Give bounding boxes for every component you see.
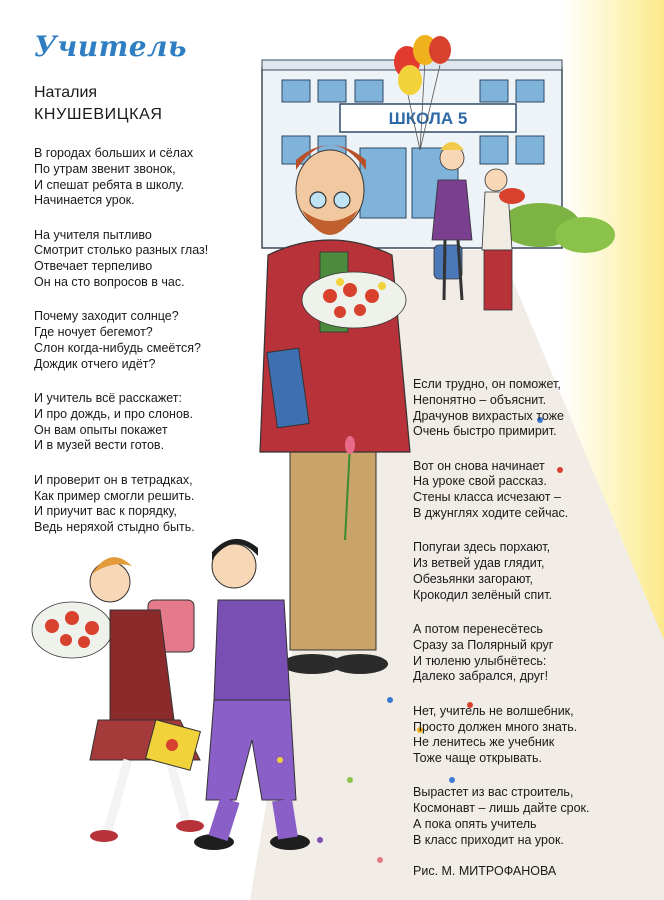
poem-line: В класс приходит на урок.: [413, 832, 564, 847]
poem-line: Дождик отчего идёт?: [34, 356, 156, 371]
poem-line: На уроке свой рассказ.: [413, 474, 547, 489]
poem-line: Попугаи здесь порхают,: [413, 540, 551, 555]
poem-line: Непонятно – объяснит.: [413, 392, 547, 407]
poem-line: Сразу за Полярный круг: [413, 637, 554, 652]
poem-line: Нет, учитель не волшебник,: [413, 703, 574, 718]
poem-line: И учитель всё расскажет:: [34, 391, 182, 406]
poem-stanza: [413, 377, 603, 440]
school-sign-text: ШКОЛА 5: [388, 109, 468, 128]
poem-line: Как пример смогли решить.: [34, 488, 195, 503]
poem-line: И тюленю улыбнётесь:: [413, 653, 547, 668]
poem-stanza: [413, 540, 603, 603]
poem-line: Где ночует бегемот?: [34, 325, 153, 340]
poem-stanza: [34, 391, 254, 454]
poem-line: Очень быстро примирит.: [413, 424, 557, 439]
poem-line: А потом перенесётесь: [413, 622, 543, 637]
poem-line: Стены класса исчезают –: [413, 490, 561, 505]
poem-left-column: [34, 146, 254, 554]
poem-line: Крокодил зелёный спит.: [413, 587, 553, 602]
poem-stanza: [34, 309, 254, 372]
poem-line: Если трудно, он поможет,: [413, 377, 561, 391]
poem-line: Ведь неряхой стыдно быть.: [34, 520, 195, 535]
girl-foreground: [32, 557, 204, 842]
poem-line: Начинается урок.: [34, 193, 135, 208]
poem-line: Слон когда-нибудь смеётся?: [34, 340, 201, 355]
poem-stanza: [413, 622, 603, 685]
poem-line: В городах больших и сёлах: [34, 146, 194, 160]
poem-line: И приучит вас к порядку,: [34, 504, 177, 519]
poem-stanza: [34, 146, 254, 209]
poem-line: Не ленитесь же учебник: [413, 735, 555, 750]
poem-line: На учителя пытливо: [34, 227, 152, 242]
poem-line: Тоже чаще открывать.: [413, 751, 542, 766]
poem-line: Из ветвей удав глядит,: [413, 556, 545, 571]
poem-line: Смотрит столько разных глаз!: [34, 243, 209, 258]
poem-line: Далеко забрался, друг!: [413, 669, 549, 684]
poem-line: Космонавт – лишь дайте срок.: [413, 801, 590, 816]
poem-line: Он вам опыты покажет: [34, 422, 168, 437]
poem-line: И про дождь, и про слонов.: [34, 406, 194, 421]
poem-line: Отвечает терпеливо: [34, 259, 153, 274]
poem-line: Просто должен много знать.: [413, 719, 578, 734]
poem-line: И спешат ребята в школу.: [34, 177, 184, 192]
poem-stanza: [34, 228, 254, 291]
poem-line: И проверит он в тетрадках,: [34, 472, 193, 487]
poem-stanza: [413, 785, 603, 848]
poem-line: Обезьянки загорают,: [413, 571, 533, 586]
poem-stanza: [413, 704, 603, 767]
poem-line: Вырастет из вас строитель,: [413, 785, 574, 800]
poem-line: А пока опять учитель: [413, 817, 537, 832]
poem-line: По утрам звенит звонок,: [34, 161, 176, 176]
poem-line: Драчунов вихрастых тоже: [413, 408, 564, 423]
poem-right-column: [413, 377, 603, 867]
poem-line: Он на сто вопросов в час.: [34, 275, 185, 290]
poem-line: Почему заходит солнце?: [34, 309, 179, 324]
poem-title: Учитель: [34, 30, 188, 63]
author-first-name: Наталия: [34, 84, 98, 101]
poem-stanza: [34, 473, 254, 536]
author-last-name: КНУШЕВИЦКАЯ: [34, 106, 163, 123]
poem-line: В джунглях ходите сейчас.: [413, 506, 569, 521]
illustration-credit: Рис. М. МИТРОФАНОВА: [413, 864, 557, 878]
poem-line: Вот он снова начинает: [413, 458, 545, 473]
poem-line: И в музей вести готов.: [34, 438, 165, 453]
poem-stanza: [413, 459, 603, 522]
